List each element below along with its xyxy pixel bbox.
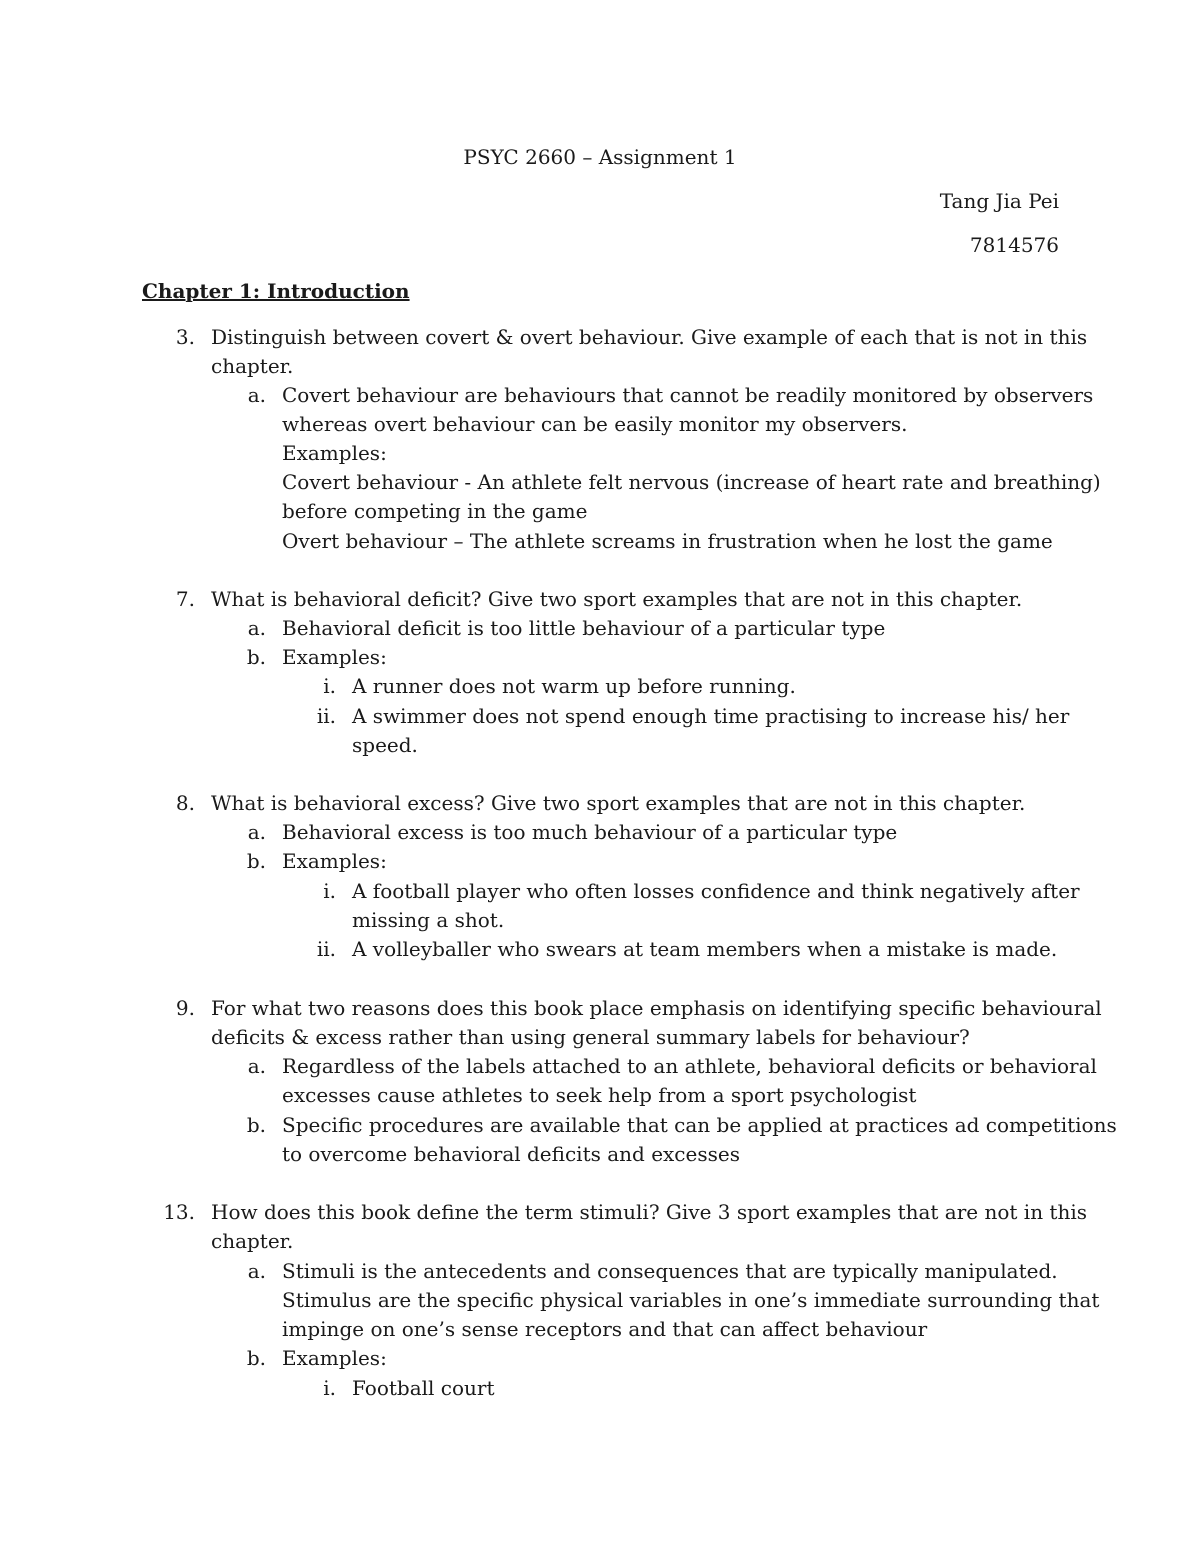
- chapter-heading: Chapter 1: Introduction: [142, 279, 410, 303]
- example-text: Football court: [352, 1376, 495, 1400]
- answer-label: a.: [247, 820, 266, 844]
- answer-text: Examples:: [282, 645, 387, 669]
- question-text: How does this book define the term stimuli? Give 3 sport examples that are not in this: [211, 1200, 1088, 1224]
- answer-label: a.: [247, 1259, 266, 1283]
- answer-text: to overcome behavioral deficits and excesses: [282, 1142, 740, 1166]
- answer-text: Regardless of the labels attached to an athlete, behavioral deficits or behavioral: [282, 1054, 1097, 1078]
- document-title: PSYC 2660 – Assignment 1: [463, 145, 737, 169]
- answer-text: excesses cause athletes to seek help from a sport psychologist: [282, 1083, 917, 1107]
- answer-text: Specific procedures are available that can be applied at practices ad competitions: [282, 1113, 1117, 1137]
- example-label: i.: [323, 879, 336, 903]
- question-number: 7.: [175, 587, 195, 611]
- answer-text: Examples:: [282, 441, 387, 465]
- answer-label: a.: [247, 383, 266, 407]
- answer-text: Behavioral excess is too much behaviour of a particular type: [282, 820, 898, 844]
- answer-label: a.: [247, 616, 266, 640]
- example-text: A swimmer does not spend enough time practising to increase his/ her: [352, 704, 1070, 728]
- question-text: For what two reasons does this book place emphasis on identifying specific behavioural: [211, 996, 1102, 1020]
- example-label: i.: [323, 674, 336, 698]
- question-text: What is behavioral excess? Give two sport examples that are not in this chapter.: [211, 791, 1026, 815]
- answer-label: b.: [246, 645, 266, 669]
- answer-text: Stimuli is the antecedents and consequences that are typically manipulated.: [282, 1259, 1058, 1283]
- question-number: 13.: [163, 1200, 195, 1224]
- answer-text: Covert behaviour are behaviours that cannot be readily monitored by observers: [282, 383, 1094, 407]
- example-label: ii.: [316, 937, 336, 961]
- question-number: 9.: [175, 996, 195, 1020]
- answer-label: b.: [246, 1113, 266, 1137]
- answer-text: whereas overt behaviour can be easily monitor my observers.: [282, 412, 908, 436]
- question-text: chapter.: [211, 1229, 294, 1253]
- answer-label: b.: [246, 1346, 266, 1370]
- student-id: 7814576: [969, 233, 1059, 257]
- example-label: i.: [323, 1376, 336, 1400]
- author-name: Tang Jia Pei: [939, 189, 1059, 213]
- answer-text: Overt behaviour – The athlete screams in frustration when he lost the game: [282, 529, 1053, 553]
- answer-text: Behavioral deficit is too little behaviour of a particular type: [282, 616, 886, 640]
- answer-label: a.: [247, 1054, 266, 1078]
- example-text: A runner does not warm up before running.: [352, 674, 796, 698]
- answer-text: before competing in the game: [282, 499, 588, 523]
- question-text: chapter.: [211, 354, 294, 378]
- answer-text: Examples:: [282, 1346, 387, 1370]
- answer-label: b.: [246, 849, 266, 873]
- question-text: Distinguish between covert & overt behaviour. Give example of each that is not in this: [211, 325, 1088, 349]
- example-text: A football player who often losses confidence and think negatively after: [352, 879, 1080, 903]
- question-number: 8.: [175, 791, 195, 815]
- answer-text: Covert behaviour - An athlete felt nervous (increase of heart rate and breathing): [282, 470, 1101, 494]
- answer-text: Stimulus are the specific physical variables in one’s immediate surrounding that: [282, 1288, 1100, 1312]
- example-text: speed.: [352, 733, 418, 757]
- example-text: A volleyballer who swears at team members when a mistake is made.: [352, 937, 1058, 961]
- example-label: ii.: [316, 704, 336, 728]
- example-text: missing a shot.: [352, 908, 505, 932]
- question-number: 3.: [175, 325, 195, 349]
- question-text: What is behavioral deficit? Give two sport examples that are not in this chapter.: [211, 587, 1023, 611]
- answer-text: Examples:: [282, 849, 387, 873]
- answer-text: impinge on one’s sense receptors and that can affect behaviour: [282, 1317, 928, 1341]
- question-text: deficits & excess rather than using general summary labels for behaviour?: [211, 1025, 970, 1049]
